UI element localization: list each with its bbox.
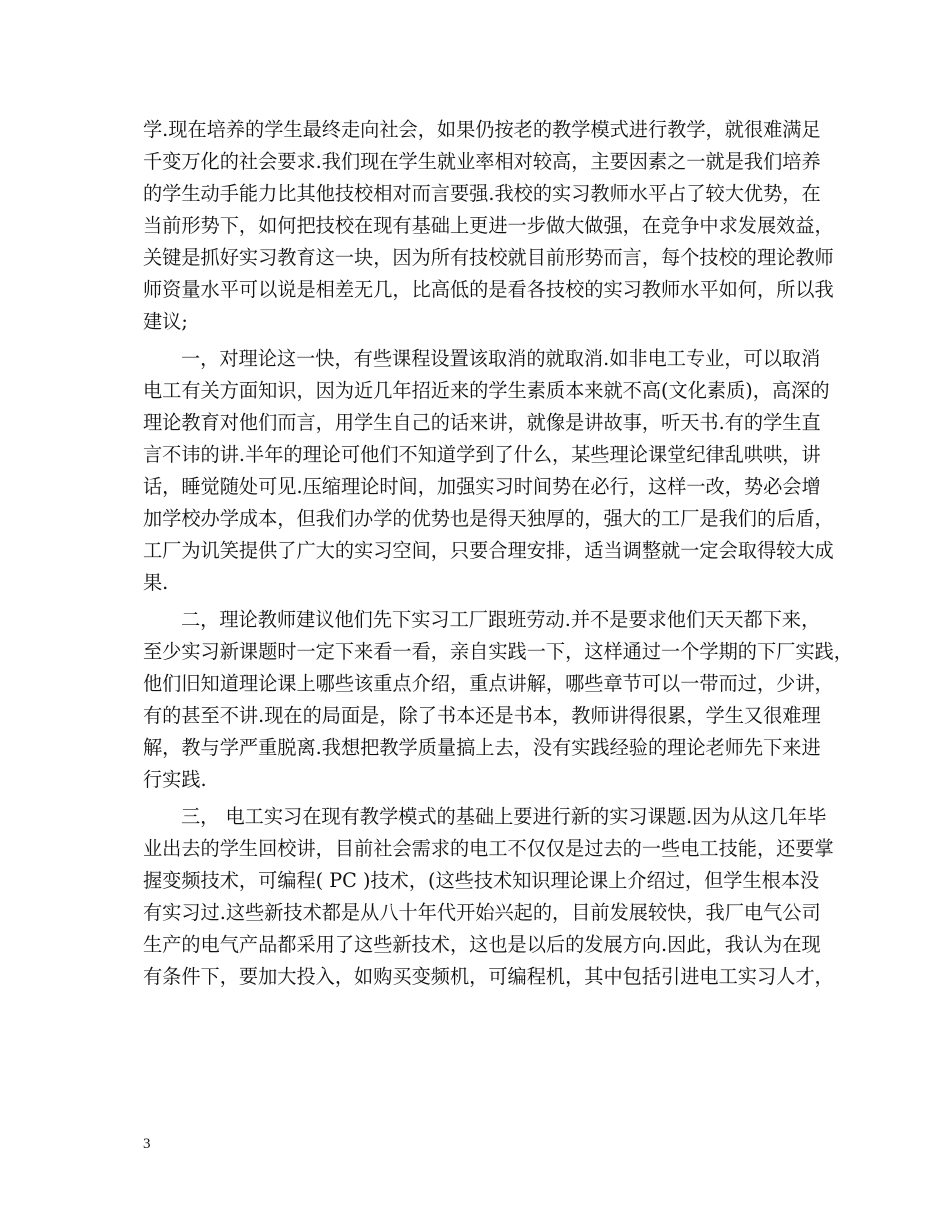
text-line: 千变万化的社会要求.我们现在学生就业率相对较高，主要因素之一就是我们培养 (143, 150, 821, 173)
text-line: 学.现在培养的学生最终走向社会，如果仍按老的教学模式进行教学，就很难满足 (143, 118, 821, 141)
paragraph (143, 114, 834, 338)
text-line: 一，对理论这一快，有些课程设置该取消的就取消.如非电工专业，可以取消 (181, 347, 821, 370)
document-body (143, 114, 853, 993)
text-line: 师资量水平可以说是相差无几，比高低的是看各技校的实习教师水平如何，所以我 (143, 278, 834, 301)
text-line: 电工有关方面知识，因为近几年招近来的学生素质本来就不高(文化素质)，高深的 (143, 379, 830, 402)
text-line: 握变频技术，可编程( PC )技术，(这些技术知识理论课上介绍过，但学生根本没 (143, 869, 820, 892)
text-line: 建议; (143, 310, 188, 333)
text-line: 生产的电气产品都采用了这些新技术，这也是以后的发展方向.因此，我认为在现 (143, 933, 821, 956)
text-line: 言不讳的讲.半年的理论可他们不知道学到了什么，某些理论课堂纪律乱哄哄，讲 (143, 443, 821, 466)
text-line: 业出去的学生回校讲，目前社会需求的电工不仅仅是过去的一些电工技能，还要掌 (143, 837, 834, 860)
text-line: 二，理论教师建议他们先下实习工厂跟班劳动.并不是要求他们天天都下来， (181, 608, 821, 631)
paragraph (143, 343, 834, 599)
text-line: 至少实习新课题时一定下来看一看，亲自实践一下，这样通过一个学期的下厂实践， (143, 640, 853, 663)
text-line: 理论教育对他们而言，用学生自己的话来讲，就像是讲故事，听天书.有的学生直 (143, 411, 821, 434)
text-line: 有条件下，要加大投入，如购买变频机，可编程机，其中包括引进电工实习人才， (143, 965, 834, 988)
paragraph (143, 604, 853, 796)
text-line: 三， 电工实习在现有教学模式的基础上要进行新的实习课题.因为从这几年毕 (181, 805, 827, 828)
text-line: 的学生动手能力比其他技校相对而言要强.我校的实习教师水平占了较大优势，在 (143, 182, 821, 205)
text-line: 果. (143, 571, 169, 594)
text-line: 关键是抓好实习教育这一块，因为所有技校就目前形势而言，每个技校的理论教师 (143, 246, 834, 269)
text-line: 工厂为讥笑提供了广大的实习空间，只要合理安排，适当调整就一定会取得较大成 (143, 539, 834, 562)
page-number: 3 (143, 1136, 151, 1152)
paragraph (143, 801, 834, 993)
text-line: 行实践. (143, 768, 207, 791)
text-line: 有实习过.这些新技术都是从八十年代开始兴起的，目前发展较快，我厂电气公司 (143, 901, 821, 924)
text-line: 解，教与学严重脱离.我想把教学质量搞上去，没有实践经验的理论老师先下来进 (143, 736, 821, 759)
text-line: 加学校办学成本，但我们办学的优势也是得天独厚的，强大的工厂是我们的后盾， (143, 507, 834, 530)
text-line: 他们旧知道理论课上哪些该重点介绍，重点讲解，哪些章节可以一带而过，少讲， (143, 672, 834, 695)
text-line: 有的甚至不讲.现在的局面是，除了书本还是书本，教师讲得很累，学生又很难理 (143, 704, 821, 727)
text-line: 当前形势下，如何把技校在现有基础上更进一步做大做强，在竞争中求发展效益， (143, 214, 834, 237)
text-line: 话，睡觉随处可见.压缩理论时间，加强实习时间势在必行，这样一改，势必会增 (143, 475, 821, 498)
